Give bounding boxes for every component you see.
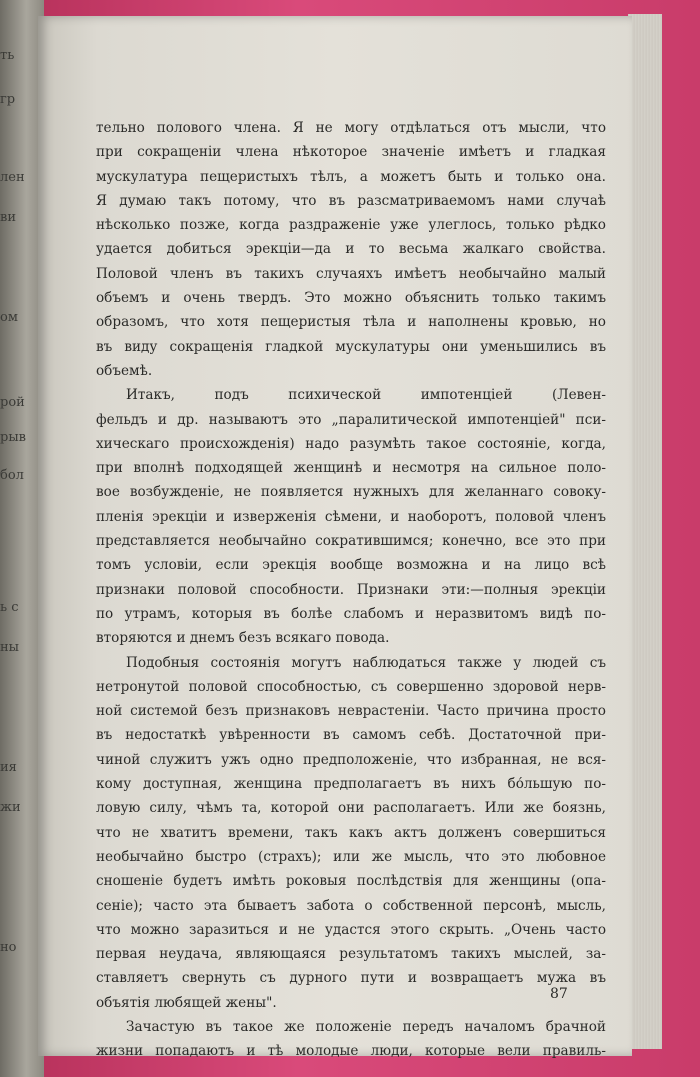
- text-line: кому доступная, женщина предполагаетъ въ нихъ бо́льшую по-: [96, 776, 606, 793]
- text-line: объятія любящей жены".: [96, 994, 277, 1011]
- book-page: [38, 16, 632, 1060]
- text-line: что не хватитъ времени, такъ какъ актъ долженъ совершиться: [96, 824, 606, 841]
- previous-page-text-fragment: жи: [0, 800, 21, 815]
- previous-page-text-fragment: ть: [0, 48, 15, 63]
- text-line: представляется необычайно сократившимся; конечно, все это при: [96, 533, 606, 550]
- text-line: вторяются и днемъ безъ всякаго повода.: [96, 630, 390, 647]
- text-line: Итакъ, подъ психической импотенціей (Левен-: [126, 387, 606, 404]
- text-line: вое возбужденіе, не появляется нужныхъ для желаннаго совоку-: [96, 484, 606, 501]
- text-line: удается добиться эрекціи—да и то весьма жалкаго свойства.: [96, 241, 606, 258]
- text-line: пленія эрекціи и изверженія сѣмени, и наоборотъ, половой членъ: [96, 508, 606, 525]
- text-line: что можно заразиться и не удастся этого скрыть. „Очень часто: [96, 921, 606, 938]
- text-line: томъ условіи, если эрекція вообще возможна и на лицо всѣ: [96, 557, 606, 574]
- text-line: при сокращеніи члена нѣкоторое значеніе имѣетъ и гладкая: [96, 144, 606, 161]
- page-number: 87: [550, 986, 568, 1002]
- previous-page-text-fragment: гр: [0, 92, 16, 107]
- text-line: Половой членъ въ такихъ случаяхъ имѣетъ необычайно малый: [96, 265, 606, 282]
- text-line: тельно полового члена. Я не могу отдѣлаться отъ мысли, что: [96, 120, 606, 136]
- text-line: первая неудача, являющаяся результатомъ такихъ мыслей, за-: [96, 946, 606, 963]
- previous-page-text-fragment: ны: [0, 640, 20, 655]
- previous-page-text-fragment: ом: [0, 310, 18, 325]
- text-line: ставляетъ свернуть съ дурного пути и возвращаетъ мужа въ: [96, 970, 606, 987]
- text-line: необычайно быстро (страхъ); или же мысль, что это любовное: [96, 848, 606, 865]
- text-line: чиной служитъ ужъ одно предположеніе, что избранная, не вся-: [96, 751, 606, 768]
- text-line: сношеніе будетъ имѣть роковыя послѣдствія для женщины (опа-: [96, 873, 606, 890]
- text-line: Я думаю такъ потому, что въ разсматриваемомъ нами случаѣ: [96, 192, 606, 209]
- text-line: по утрамъ, которыя въ болѣе слабомъ и неразвитомъ видѣ по-: [96, 605, 606, 622]
- text-line: въ виду сокращенія гладкой мускулатуры они уменьшились въ: [96, 338, 606, 355]
- page-edges: [628, 14, 662, 1049]
- previous-page-text-fragment: но: [0, 940, 17, 955]
- text-line: Подобныя состоянія могутъ наблюдаться также у людей съ: [126, 654, 606, 671]
- text-line: хическаго происхожденія) надо разумѣть такое состояніе, когда,: [96, 435, 606, 452]
- text-line: въ недостаткѣ увѣренности въ самомъ себѣ. Достаточной при-: [96, 727, 606, 744]
- text-line: объемѣ.: [96, 362, 153, 379]
- text-line: мускулатура пещеристыхъ тѣлъ, а можетъ быть и только она.: [96, 168, 606, 185]
- previous-page-text-fragment: ь с: [0, 600, 19, 615]
- text-line: фельдъ и др. называютъ это „паралитической импотенціей" пси-: [96, 411, 606, 428]
- previous-page-text-fragment: лен: [0, 170, 25, 185]
- text-line: образомъ, что хотя пещеристыя тѣла и наполнены кровью, но: [96, 314, 606, 331]
- previous-page-text-fragment: ия: [0, 760, 17, 775]
- page-body-text: [96, 116, 606, 1064]
- previous-page-text-fragment: рыв: [0, 430, 26, 445]
- text-line: нѣсколько позже, когда раздраженіе уже улеглось, только рѣдко: [96, 217, 606, 234]
- text-line: ловую силу, чѣмъ та, которой они располагаетъ. Или же боязнь,: [96, 800, 606, 817]
- previous-page-text-fragment: рой: [0, 395, 25, 410]
- text-line: нетронутой половой способностью, съ совершенно здоровой нерв-: [96, 678, 606, 695]
- previous-page-text-fragment: бол: [0, 468, 24, 483]
- text-line: при вполнѣ подходящей женщинѣ и несмотря на сильное поло-: [96, 460, 606, 477]
- text-line: сеніе); часто эта бываетъ забота о собственной персонѣ, мысль,: [96, 897, 606, 914]
- text-line: ной системой безъ признаковъ неврастеніи. Часто причина просто: [96, 703, 606, 720]
- text-line: объемъ и очень твердъ. Это можно объяснить только такимъ: [96, 290, 606, 307]
- previous-page-text-fragment: ви: [0, 210, 16, 225]
- text-line: Зачастую въ такое же положеніе передъ началомъ брачной: [126, 1018, 606, 1035]
- text-line: признаки половой способности. Признаки эти:—полныя эрекціи: [96, 581, 606, 598]
- text-line: жизни попадаютъ и тѣ молодые люди, которые вели правиль-: [96, 1043, 606, 1060]
